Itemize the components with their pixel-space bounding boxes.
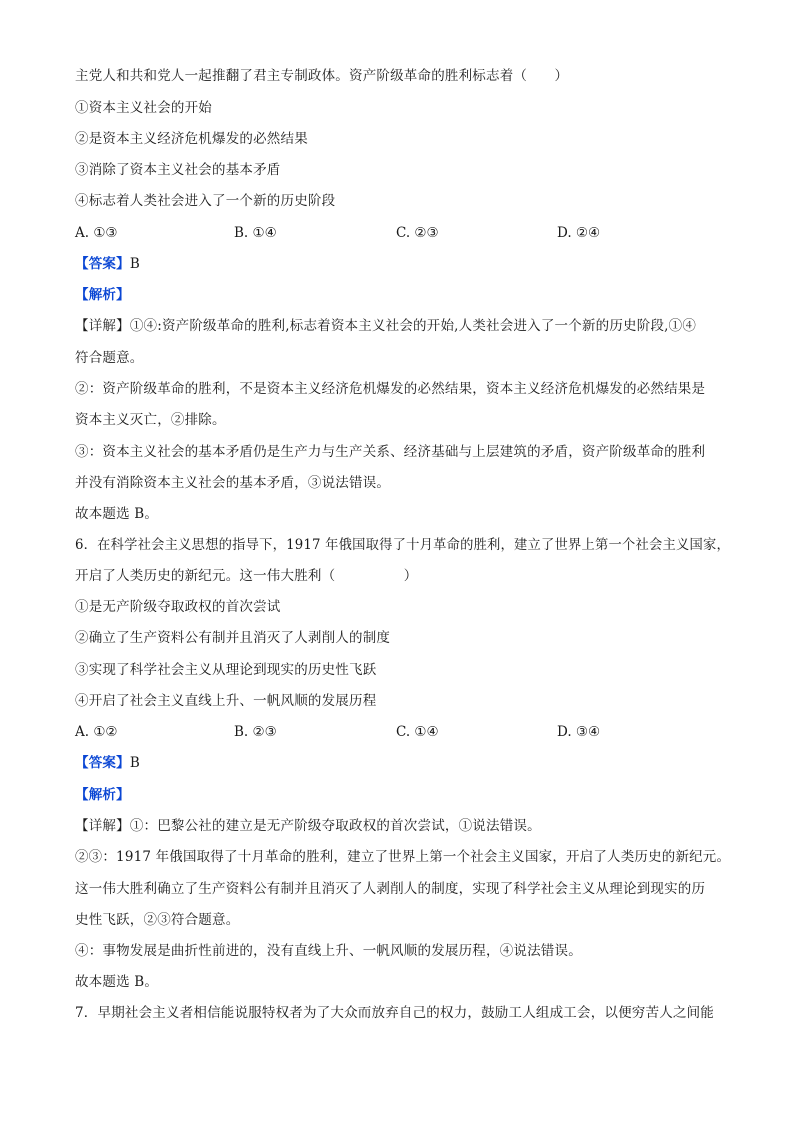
q5-option-d: D. ②④ — [557, 225, 601, 241]
q6-option-b: B. ②③ — [234, 724, 277, 740]
q5-detail-line-1 — [75, 316, 696, 336]
q5-answer-tag: 【答案】 — [75, 256, 130, 272]
q5-detail-line-5: ③：资本主义社会的基本矛盾仍是生产力与生产关系、经济基础与上层建筑的矛盾，资产阶级革命的胜利 — [75, 444, 706, 460]
q5-detail-text-1: ①④:资产阶级革命的胜利,标志着资本主义社会的开始,人类社会进入了一个新的历史阶段,①④ — [129, 318, 697, 334]
q5-answer-value: B — [129, 256, 140, 272]
q5-option-a: A. ①③ — [75, 225, 118, 241]
q5-detail-tag: 【详解】 — [75, 318, 130, 334]
q6-answer-value: B — [129, 755, 140, 771]
q6-option-d: D. ③④ — [557, 724, 601, 740]
q6-detail-line-3: 这一伟大胜利确立了生产资料公有制并且消灭了人剥削人的制度，实现了科学社会主义从理论到现实的历 — [75, 881, 706, 897]
q6-detail-line-2: ②③：1917 年俄国取得了十月革命的胜利，建立了世界上第一个社会主义国家，开启了人类历史的新纪元。 — [75, 849, 731, 865]
q5-analysis-heading — [75, 285, 130, 305]
q6-item-2: ②确立了生产资料公有制并且消灭了人剥削人的制度 — [75, 630, 391, 646]
q6-option-a: A. ①② — [75, 724, 118, 740]
q5-detail-line-4: 资本主义灭亡，②排除。 — [75, 412, 226, 428]
q5-item-4: ④标志着人类社会进入了一个新的历史阶段 — [75, 193, 336, 209]
q6-analysis-heading — [75, 785, 130, 805]
q6-item-1: ①是无产阶级夺取政权的首次尝试 — [75, 599, 281, 615]
q6-option-c: C. ①④ — [396, 724, 439, 740]
q6-answer — [75, 753, 140, 773]
q6-detail-text-1: ①：巴黎公社的建立是无产阶级夺取政权的首次尝试，①说法错误。 — [129, 818, 541, 834]
q7-stem-line-1: 7．早期社会主义者相信能说服特权者为了大众而放弃自己的权力，鼓励工人组成工会，以便穷苦人之间能 — [75, 1005, 714, 1021]
q6-detail-line-1 — [75, 816, 541, 836]
q5-detail-line-3: ②：资产阶级革命的胜利，不是资本主义经济危机爆发的必然结果，资本主义经济危机爆发的必然结果是 — [75, 381, 706, 397]
q5-option-c: C. ②③ — [396, 225, 439, 241]
q6-detail-line-5: ④：事物发展是曲折性前进的，没有直线上升、一帆风顺的发展历程，④说法错误。 — [75, 943, 582, 959]
q5-detail-line-6: 并没有消除资本主义社会的基本矛盾，③说法错误。 — [75, 475, 391, 491]
q5-stem-tail: 主党人和共和党人一起推翻了君主专制政体。资产阶级革命的胜利标志着（ ） — [75, 68, 569, 84]
q6-analysis-tag: 【解析】 — [75, 787, 130, 803]
q6-item-3: ③实现了科学社会主义从理论到现实的历史性飞跃 — [75, 662, 377, 678]
q6-answer-tag: 【答案】 — [75, 755, 130, 771]
q5-analysis-tag: 【解析】 — [75, 287, 130, 303]
q6-stem-line-1: 6．在科学社会主义思想的指导下，1917 年俄国取得了十月革命的胜利，建立了世界上第一个社会主义国家， — [75, 537, 730, 553]
q5-conclusion: 故本题选 B。 — [75, 506, 159, 522]
q5-item-1: ①资本主义社会的开始 — [75, 100, 212, 116]
q5-item-2: ②是资本主义经济危机爆发的必然结果 — [75, 131, 308, 147]
q5-answer — [75, 254, 140, 274]
q5-detail-line-2: 符合题意。 — [75, 350, 144, 366]
q6-conclusion: 故本题选 B。 — [75, 974, 159, 990]
q6-item-4: ④开启了社会主义直线上升、一帆风顺的发展历程 — [75, 693, 377, 709]
q5-item-3: ③消除了资本主义社会的基本矛盾 — [75, 162, 281, 178]
q6-detail-line-4: 史性飞跃，②③符合题意。 — [75, 912, 240, 928]
q6-detail-tag: 【详解】 — [75, 818, 130, 834]
q5-option-b: B. ①④ — [234, 225, 277, 241]
q6-stem-line-2: 开启了人类历史的新纪元。这一伟大胜利（ ） — [75, 568, 418, 584]
